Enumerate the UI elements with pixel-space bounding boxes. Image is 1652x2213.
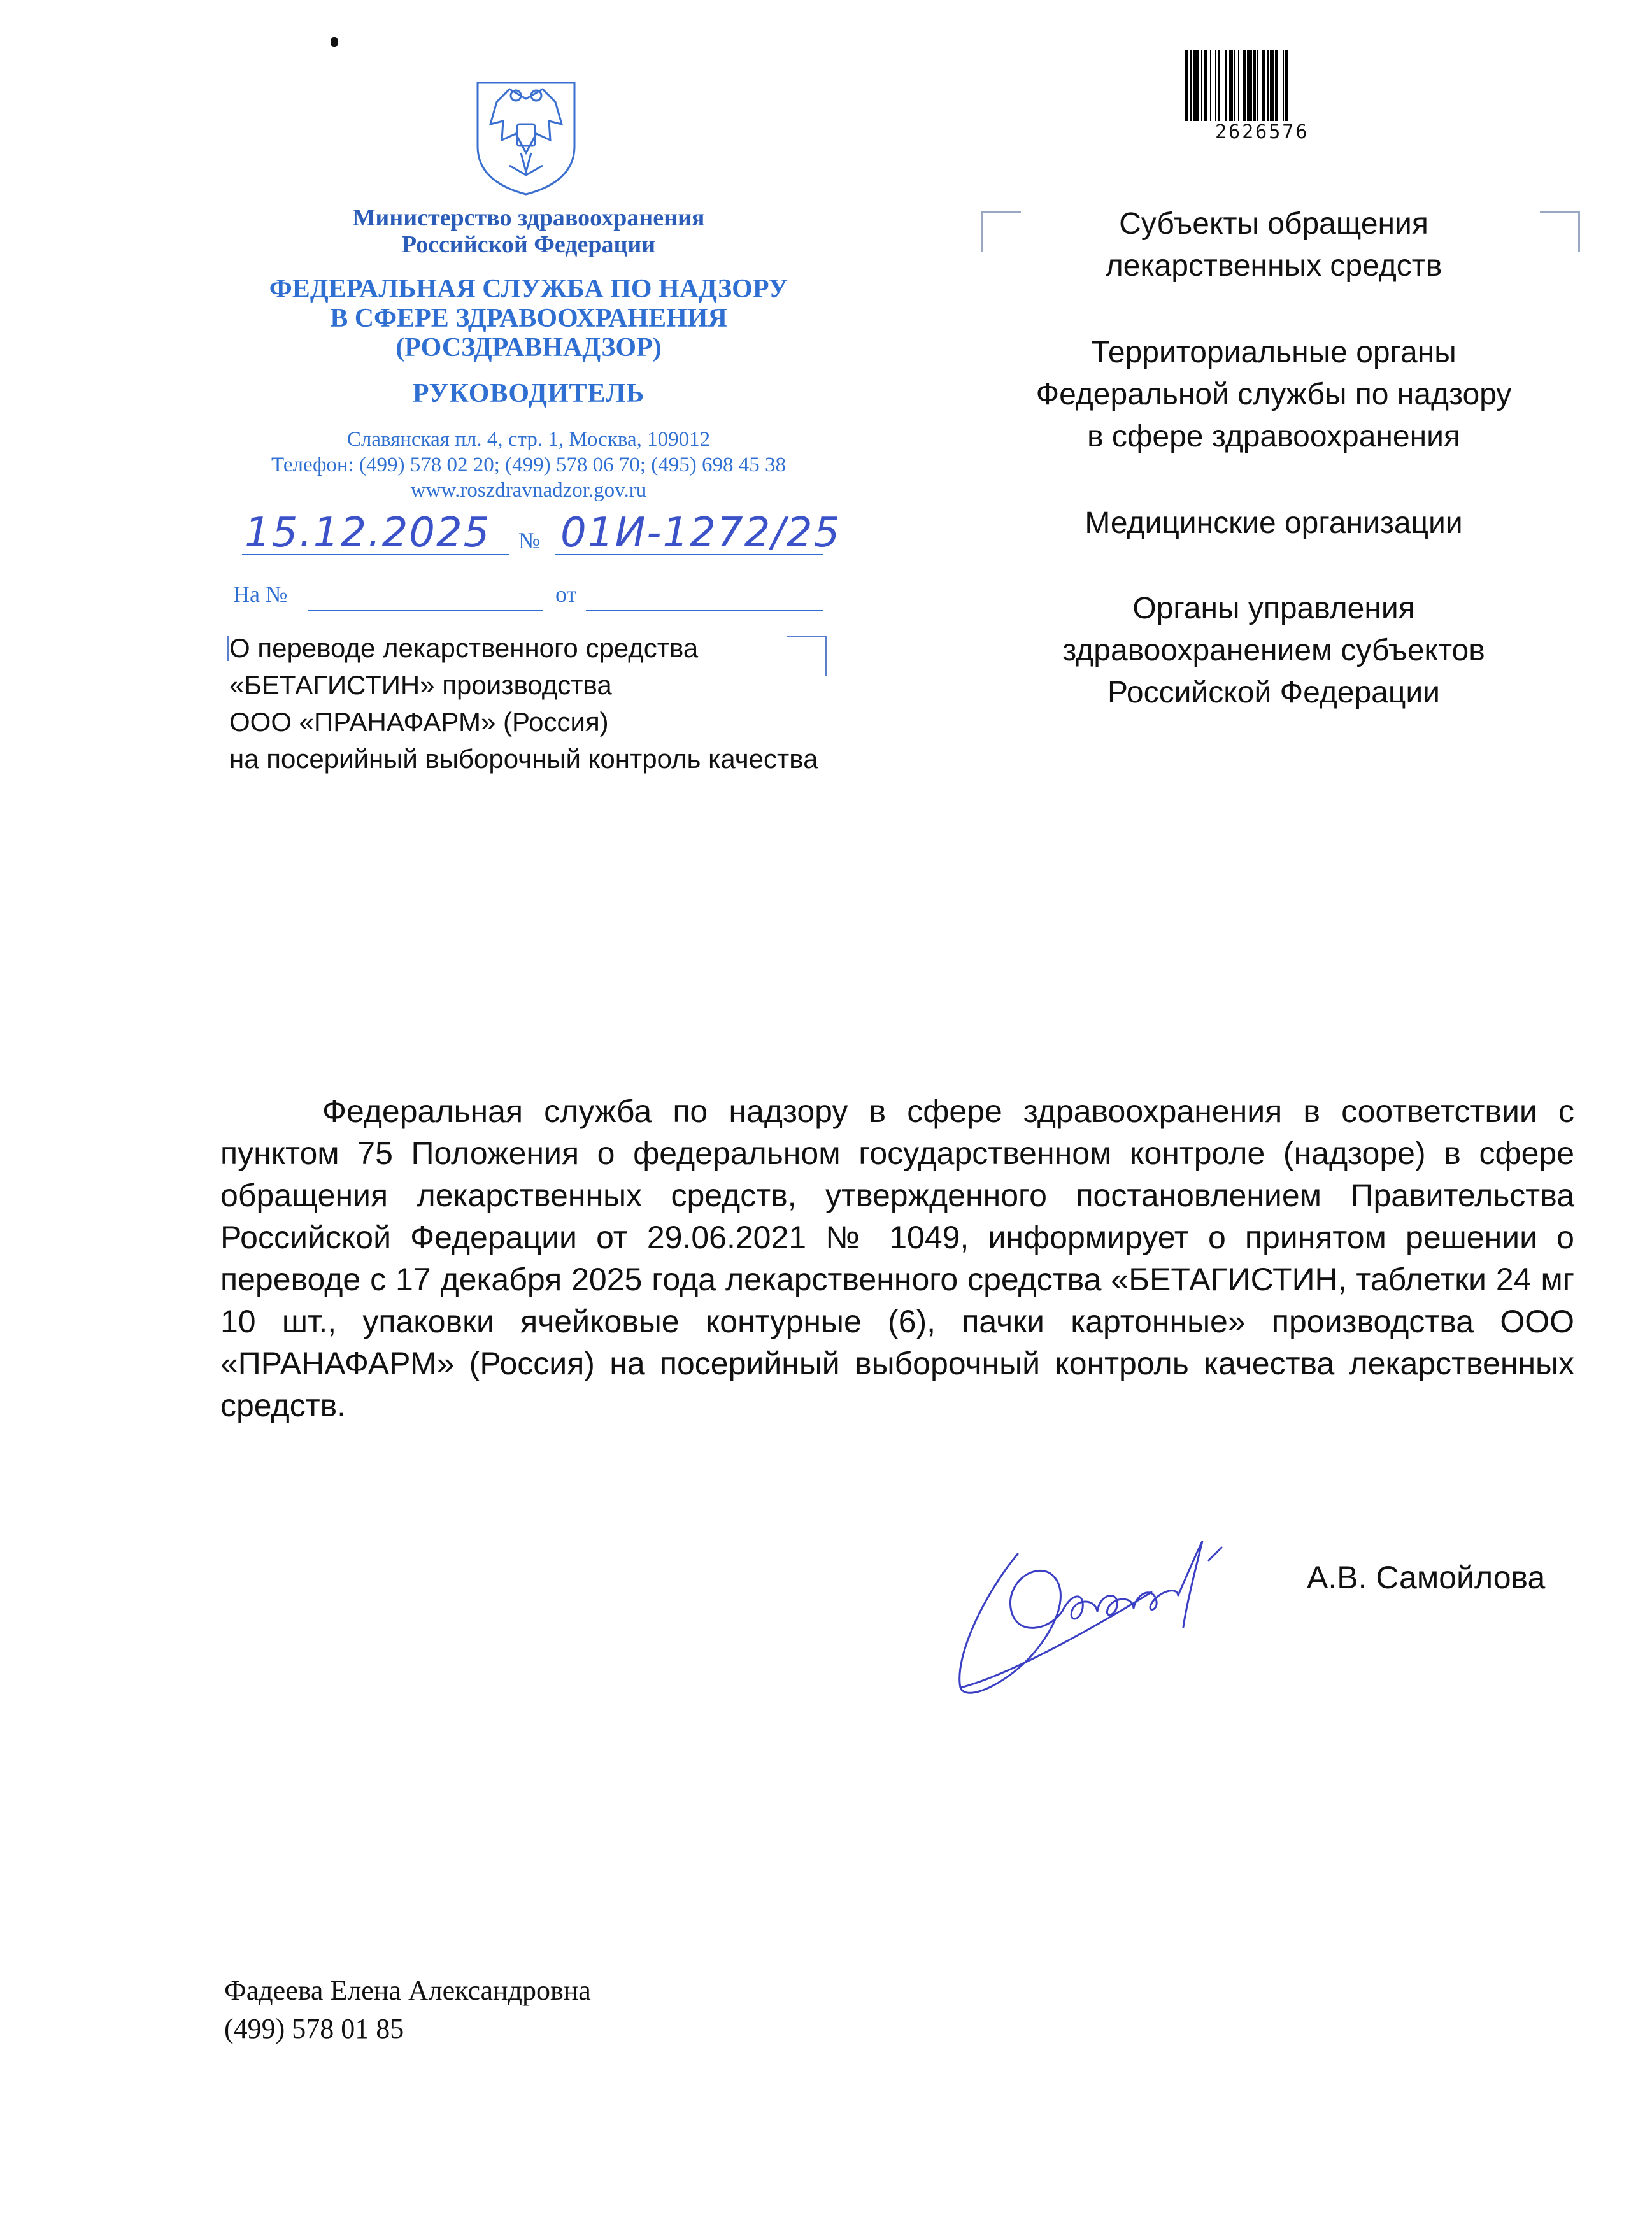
position-title: РУКОВОДИТЕЛЬ	[412, 379, 645, 408]
ministry-line-1: Министерство здравоохранения	[352, 204, 705, 231]
barcode-bar	[1288, 50, 1292, 121]
recipient-1-line-1: Субъекты обращения	[1119, 207, 1428, 241]
subject-line-4: на посерийный выборочный контроль качества	[229, 744, 818, 774]
recipient-1-line-2: лекарственных средств	[1105, 249, 1442, 283]
recipient-4-line-3: Российской Федерации	[1107, 676, 1440, 709]
ministry-line-2: Российской Федерации	[401, 231, 656, 258]
website: www.roszdravnadzor.gov.ru	[410, 479, 647, 502]
recipient-3-line-1: Медицинские организации	[1085, 506, 1463, 540]
subject-corner-right	[787, 636, 827, 676]
barcode-icon	[1185, 50, 1351, 121]
coat-of-arms-icon	[471, 70, 581, 197]
from-label: от	[555, 581, 577, 607]
scan-artifact-dot	[331, 37, 338, 47]
service-line-2: В СФЕРЕ ЗДРАВООХРАНЕНИЯ	[330, 304, 727, 333]
barcode-bar	[1193, 50, 1199, 121]
subject-line-2: «БЕТАГИСТИН» производства	[229, 670, 612, 700]
executor-name: Фадеева Елена Александровна	[224, 1975, 591, 2006]
letter-body: Федеральная служба по надзору в сфере здравоохранения в соответствии с пунктом 75 Положения о федеральном государственном контроле (надзоре) в сфере обращения лекарственных средств, утвержденного постановлением Правительства Российской Федерации от 29.06.2021 № 1049, информирует о принятом решении о переводе с 17 декабря 2025 года лекарственного средства «БЕТАГИСТИН, таблетки 24 мг 10 шт., упаковки ячейковые контурные (6), пачки картонные» производства ООО «ПРАНАФАРМ» (Россия) на посерийный выборочный контроль качества лекарственных средств.	[220, 1093, 1574, 1423]
reference-underline	[308, 610, 543, 611]
barcode-bar	[1278, 50, 1283, 121]
recipient-4-line-1: Органы управления	[1132, 592, 1415, 625]
subject-line-1: О переводе лекарственного средства	[229, 633, 699, 663]
phones: Телефон: (499) 578 02 20; (499) 578 06 70; (495) 698 45 38	[271, 453, 787, 476]
number-label: №	[518, 528, 541, 553]
registration-date: 15.12.2025	[245, 509, 491, 557]
date-underline	[242, 554, 509, 555]
service-line-3: (РОСЗДРАВНАДЗОР)	[395, 333, 662, 362]
recipient-4-line-2: здравоохранением субъектов	[1062, 634, 1485, 667]
address: Славянская пл. 4, стр. 1, Москва, 109012	[346, 428, 711, 451]
service-line-1: ФЕДЕРАЛЬНАЯ СЛУЖБА ПО НАДЗОРУ	[269, 274, 788, 304]
handwritten-signature-icon	[941, 1516, 1272, 1707]
recipient-2-line-3: в сфере здравоохранения	[1087, 420, 1460, 453]
from-underline	[586, 610, 823, 611]
barcode-bar	[1220, 50, 1225, 121]
barcode-bar	[1247, 50, 1252, 121]
registration-number: 01И-1272/25	[560, 509, 841, 557]
barcode-number: 2626576	[1215, 121, 1309, 143]
number-underline	[555, 554, 823, 555]
executor-phone: (499) 578 01 85	[224, 2013, 404, 2044]
recipient-2-line-1: Территориальные органы	[1091, 336, 1456, 369]
subject-line-3: ООО «ПРАНАФАРМ» (Россия)	[229, 707, 609, 737]
reference-label: На №	[233, 581, 288, 607]
signer-name: А.В. Самойлова	[1307, 1560, 1546, 1595]
recipient-2-line-2: Федеральной службы по надзору	[1036, 378, 1512, 411]
